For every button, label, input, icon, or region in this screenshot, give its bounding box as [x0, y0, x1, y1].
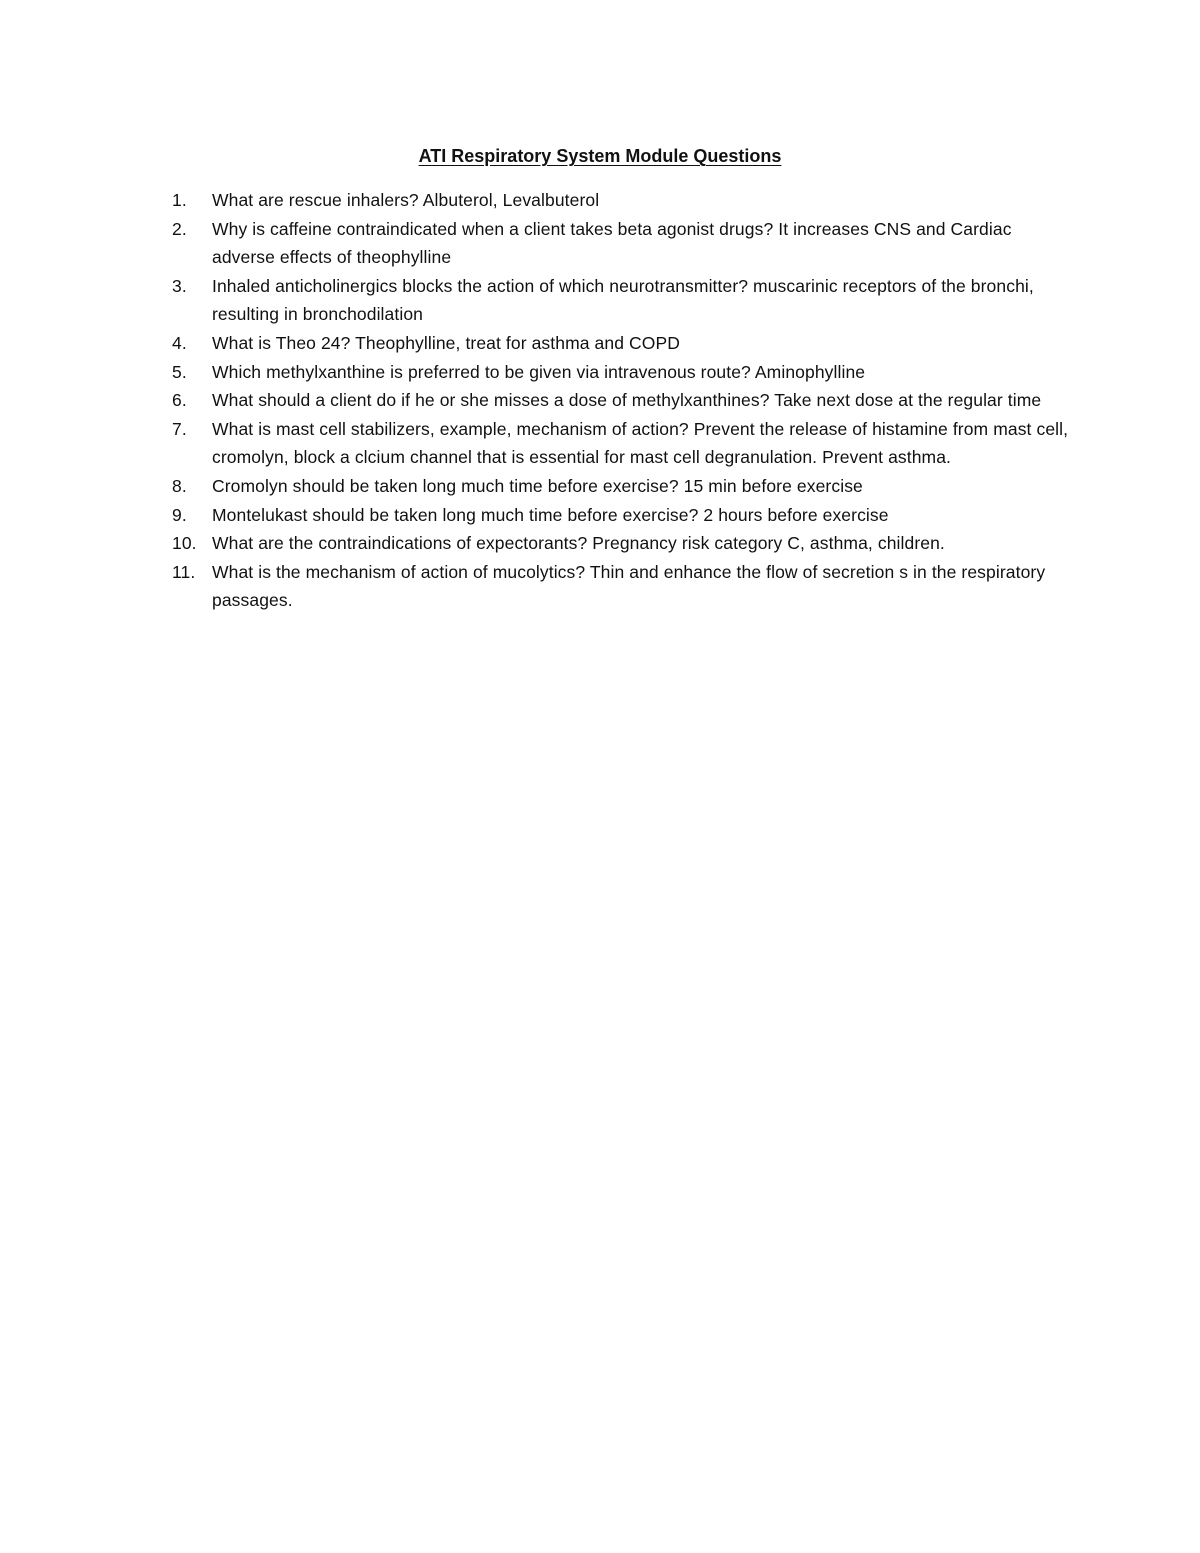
item-number: 2. — [172, 218, 187, 239]
item-number: 4. — [172, 332, 187, 353]
item-text: What are rescue inhalers? Albuterol, Levalbuterol — [212, 190, 600, 210]
list-item — [172, 501, 1072, 530]
item-number: 6. — [172, 390, 187, 411]
item-number: 7. — [172, 418, 187, 439]
item-text: What are the contraindications of expectorants? Pregnancy risk category C, asthma, children. — [212, 533, 945, 554]
list-item — [172, 415, 1072, 472]
list-item — [172, 529, 1072, 558]
list-item — [172, 329, 1072, 358]
list-item — [172, 186, 1072, 215]
list-item — [172, 215, 1072, 272]
item-text: What is mast cell stabilizers, example, mechanism of action? Prevent the release of histamine from mast cell, cromolyn, block a clcium channel that is essential for mast cell degranulation. Prevent asthma. — [212, 418, 1069, 468]
item-text: Inhaled anticholinergics blocks the action of which neurotransmitter? muscarinic receptors of the bronchi, resulting in bronchodilation — [212, 275, 1034, 325]
item-number: 10. — [172, 533, 197, 554]
item-text: Montelukast should be taken long much time before exercise? 2 hours before exercise — [212, 504, 889, 525]
item-number: 3. — [172, 275, 187, 296]
list-item — [172, 472, 1072, 501]
item-number: 5. — [172, 361, 187, 382]
list-item — [172, 386, 1072, 415]
item-number: 9. — [172, 504, 187, 525]
item-number: 1. — [172, 190, 187, 210]
list-item — [172, 272, 1072, 329]
item-text: What is Theo 24? Theophylline, treat for asthma and COPD — [212, 332, 680, 353]
item-text: Why is caffeine contraindicated when a client takes beta agonist drugs? It increases CNS and Cardiac adverse effects of theophylline — [212, 218, 1012, 268]
item-text: Cromolyn should be taken long much time before exercise? 15 min before exercise — [212, 475, 863, 496]
item-text: What is the mechanism of action of mucolytics? Thin and enhance the flow of secretion s in the respiratory passages. — [212, 561, 1046, 611]
item-text: Which methylxanthine is preferred to be given via intravenous route? Aminophylline — [212, 361, 866, 382]
list-item — [172, 358, 1072, 387]
list-item — [172, 558, 1072, 615]
item-text: What should a client do if he or she misses a dose of methylxanthines? Take next dose at the regular time — [212, 390, 1042, 411]
item-number: 11. — [172, 561, 196, 582]
item-number: 8. — [172, 475, 187, 496]
document-title: ATI Respiratory System Module Questions — [418, 146, 782, 166]
question-list — [172, 186, 1072, 615]
